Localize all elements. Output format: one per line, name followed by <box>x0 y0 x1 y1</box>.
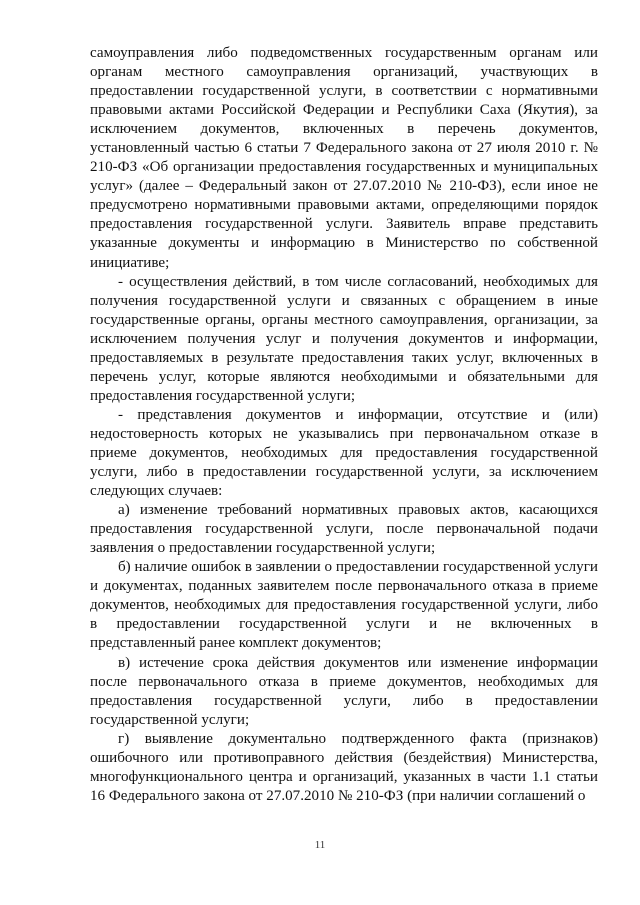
body-text <box>90 44 598 806</box>
paragraph-continuation: самоуправления либо подведомственных государственным органам или органам местного самоуправления организаций, участвующих в предоставлении государственной услуги, в соответствии с нормативными правовыми актами Российской Федерации и Республики Саха (Якутия), за исключением документов, включенных в перечень документов, установленный частью 6 статьи 7 Федерального закона от 27 июля 2010 г. № 210-ФЗ «Об организации предоставления государственных и муниципальных услуг» (далее – Федеральный закон от 27.07.2010 № 210-ФЗ), если иное не предусмотрено нормативными правовыми актами, определяющими порядок предоставления государственной услуги. Заявитель вправе представить указанные документы и информацию в Министерство по собственной инициативе; <box>90 45 598 271</box>
paragraph-subitem-v: в) истечение срока действия документов или изменение информации после первоначального отказа в приеме документов, необходимых для предоставления государственной услуги, либо в предоставлении государственной услуги; <box>90 654 598 728</box>
paragraph-subitem-a: а) изменение требований нормативных правовых актов, касающихся предоставления государственной услуги, после первоначальной подачи заявления о предоставлении государственной услуги; <box>90 502 598 557</box>
page-number: 11 <box>314 839 326 851</box>
paragraph-subitem-b: б) наличие ошибок в заявлении о предоставлении государственной услуги и документах, поданных заявителем после первоначального отказа в приеме документов, необходимых для предоставления государственной услуги, либо в предоставлении государственной услуги и не включенных в представленный ранее комплект документов; <box>90 559 598 652</box>
paragraph-subitem-g: г) выявление документально подтвержденного факта (признаков) ошибочного или противоправного действия (бездействия) Министерства, многофункционального центра и организаций, указанных в части 1.1 статьи 16 Федерального закона от 27.07.2010 № 210-ФЗ (при наличии соглашений о <box>90 730 598 804</box>
paragraph-list-item: - осуществления действий, в том числе согласований, необходимых для получения государственной услуги и связанных с обращением в иные государственные органы, органы местного самоуправления, организации, за исключением получения услуг и получения документов и информации, предоставляемых в результате предоставления таких услуг, включенных в перечень услуг, которые являются необходимыми и обязательными для предоставления государственной услуги; <box>90 273 598 404</box>
paragraph-list-item: - представления документов и информации, отсутствие и (или) недостоверность которых не указывались при первоначальном отказе в приеме документов, необходимых для предоставления государственной услуги, либо в предоставлении государственной услуги, за исключением следующих случаев: <box>90 406 598 500</box>
